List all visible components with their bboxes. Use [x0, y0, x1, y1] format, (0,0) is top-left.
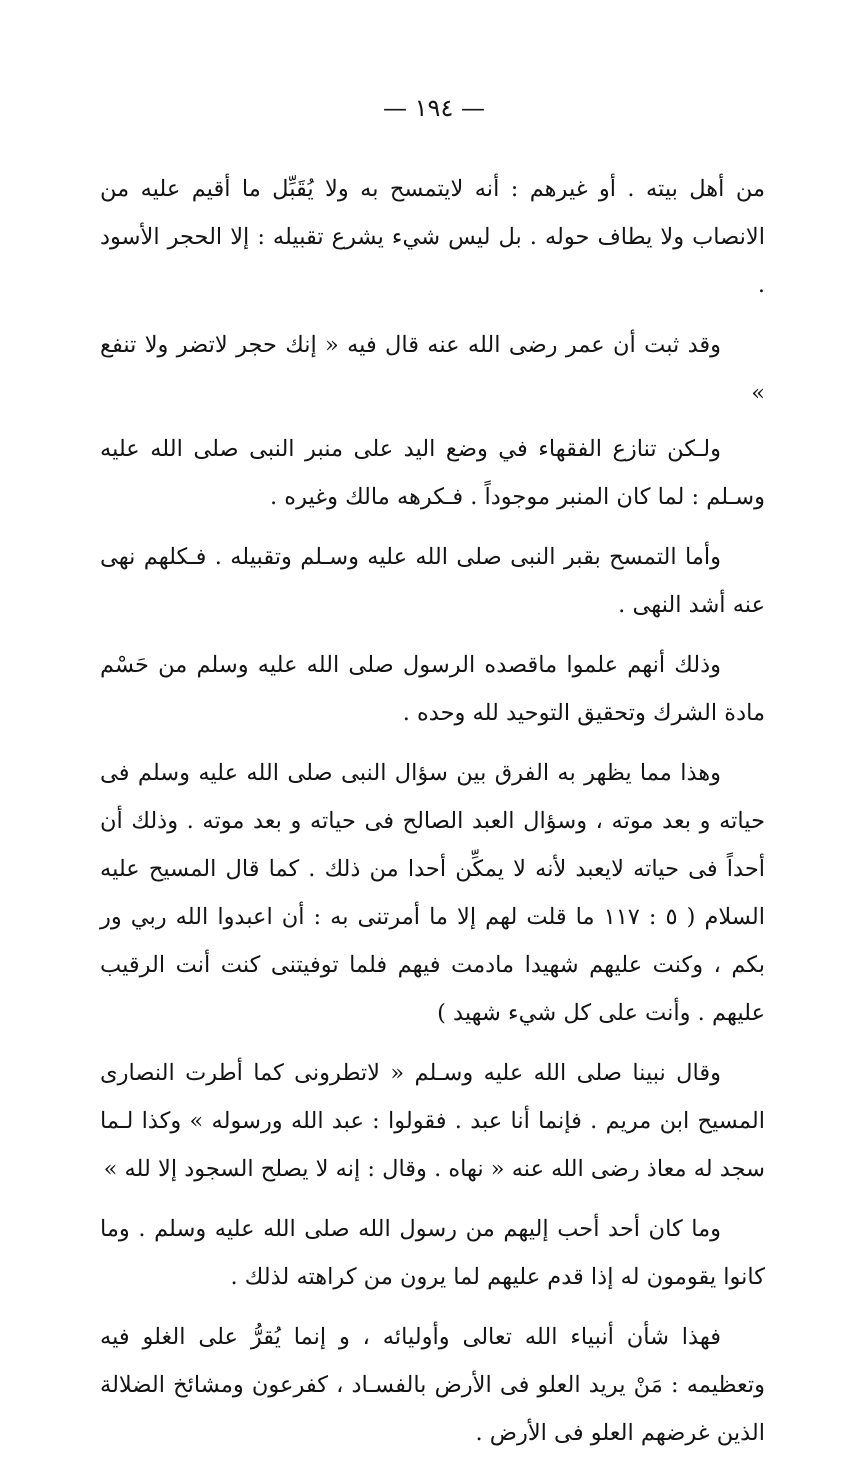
paragraph: وقد ثبت أن عمر رضى الله عنه قال فيه « إنك حجر لاتضر ولا تنفع » [100, 332, 765, 406]
page-number: — ١٩٤ — [383, 94, 485, 122]
paragraph: وهذا مما يظهر به الفرق بين سؤال النبى صلى الله عليه وسلم فى حياته و بعد موته ، وسؤال العبد الصالح فى حياته و بعد موته . وذلك أن أحداً فى حياته لايعبد لأنه لا يمكِّن أحدا من ذلك . كما قال المسيح عليه السلام ( ٥ : ١١٧ ما قلت لهم إلا ما أمرتنى به : أن اعبدوا الله ربي ور بكم ، وكنت عليهم شهيدا مادمت فيهم فلما توفيتنى كنت أنت الرقيب عليهم . وأنت على كل شيء شهيد ) [100, 760, 765, 1026]
paragraph: من أهل بيته . أو غيرهم : أنه لايتمسح به ولا يُقَبِّل ما أقيم عليه من الانصاب ولا يطاف حوله . بل ليس شيء يشرع تقبيله : إلا الحجر الأسود . [100, 176, 765, 298]
paragraph: وقال نبينا صلى الله عليه وسـلم « لاتطرونى كما أطرت النصارى المسيح ابن مريم . فإنما أنا عبد . فقولوا : عبد الله ورسوله » وكذا لـما سجد له معاذ رضى الله عنه « نهاه . وقال : إنه لا يصلح السجود إلا لله » [100, 1060, 765, 1182]
paragraph: ولـكن تنازع الفقهاء في وضع اليد على منبر النبى صلى الله عليه وسـلم : لما كان المنبر موجوداً . فـكرهه مالك وغيره . [100, 436, 765, 510]
paragraph: وما كان أحد أحب إليهم من رسول الله صلى الله عليه وسلم . وما كانوا يقومون له إذا قدم عليهم لما يرون من كراهته لذلك . [100, 1216, 765, 1290]
paragraph: وذلك أنهم علموا ماقصده الرسول صلى الله عليه وسلم من حَسْم مادة الشرك وتحقيق التوحيد لله وحده . [100, 652, 765, 726]
paragraph: فهذا شأن أنبياء الله تعالى وأوليائه ، و إنما يُقرُّ على الغلو فيه وتعظيمه : مَنْ يريد العلو فى الأرض بالفسـاد ، كفرعون ومشائخ الضلالة الذين غرضهم العلو فى الأرض . [100, 1324, 765, 1446]
paragraph: وأما التمسح بقبر النبى صلى الله عليه وسـلم وتقبيله . فـكلهم نهى عنه أشد النهى . [100, 544, 765, 618]
text-body [100, 165, 765, 1469]
